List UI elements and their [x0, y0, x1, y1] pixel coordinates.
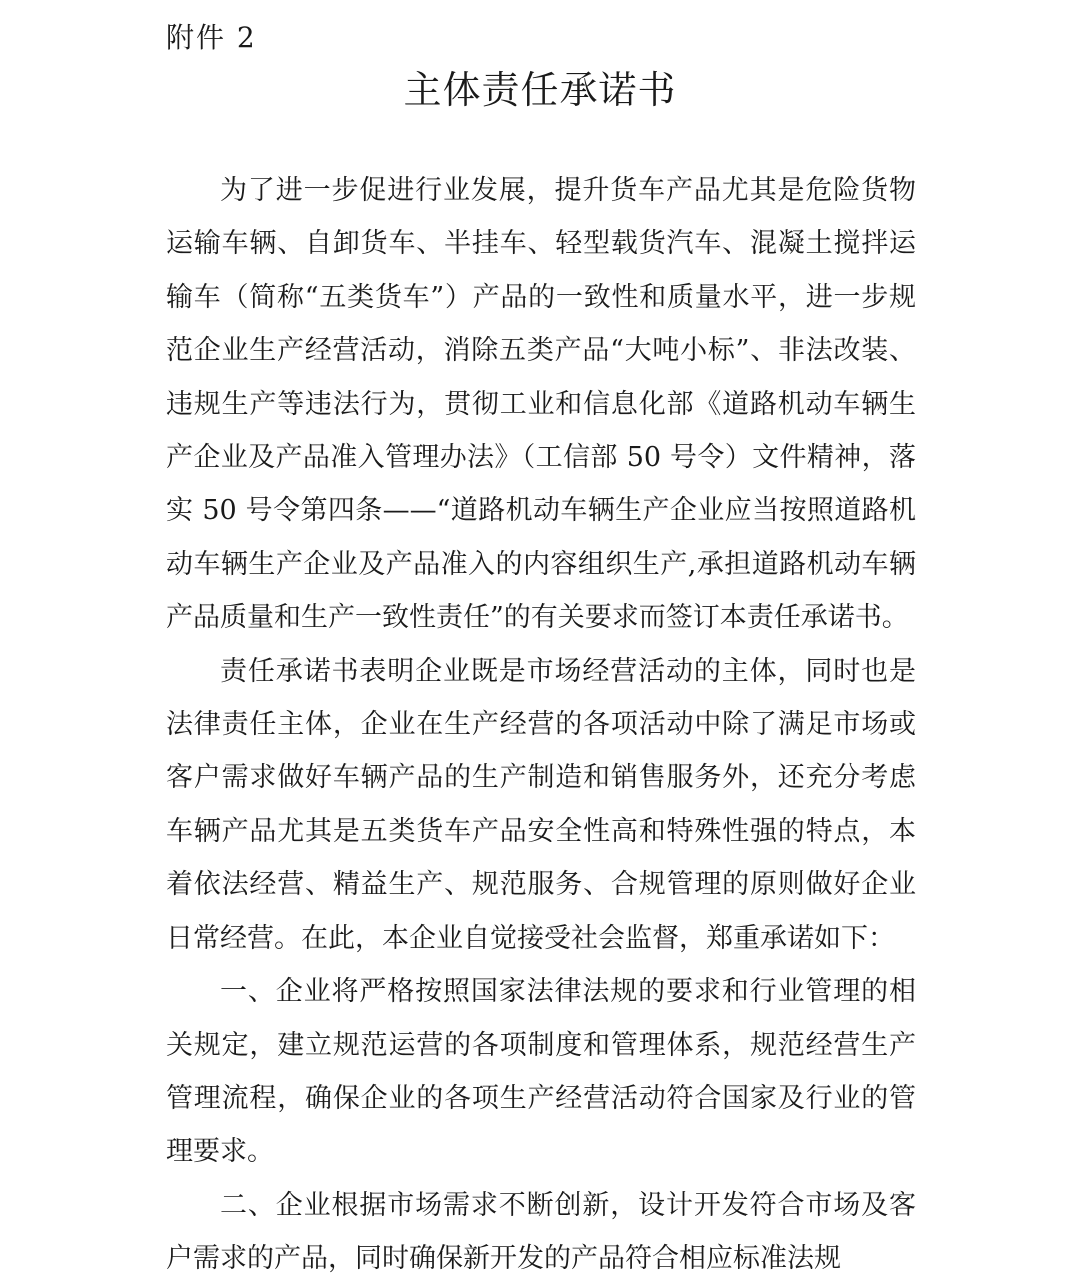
paragraph-commitment-1: 一、企业将严格按照国家法律法规的要求和行业管理的相关规定，建立规范运营的各项制度和管理体系，规范经营生产管理流程，确保企业的各项生产经营活动符合国家及行业的管理要求。: [166, 976, 916, 1168]
paragraph-commitment-2: 二、企业根据市场需求不断创新，设计开发符合市场及客户需求的产品，同时确保新开发的产品符合相应标准法规: [166, 1189, 916, 1275]
paragraph-responsibility: 责任承诺书表明企业既是市场经营活动的主体，同时也是法律责任主体，企业在生产经营的各项活动中除了满足市场或客户需求做好车辆产品的生产制造和销售服务外，还充分考虑车辆产品尤其是五类货车产品安全性高和特殊性强的特点，本着依法经营、精益生产、规范服务、合规管理的原则做好企业日常经营。在此，本企业自觉接受社会监督，郑重承诺如下：: [166, 655, 916, 954]
document-title: 主体责任承诺书: [403, 68, 677, 112]
document-body: [166, 164, 916, 1286]
paragraph-intro: 为了进一步促进行业发展，提升货车产品尤其是危险货物运输车辆、自卸货车、半挂车、轻型载货汽车、混凝土搅拌运输车（简称“五类货车”）产品的一致性和质量水平，进一步规范企业生产经营活动，消除五类产品“大吨小标”、非法改装、违规生产等违法行为，贯彻工业和信息化部《道路机动车辆生产企业及产品准入管理办法》（工信部 50 号令）文件精神，落实 50 号令第四条——“道路机动车辆生产企业应当按照道路机动车辆生产企业及产品准入的内容组织生产,承担道路机动车辆产品质量和生产一致性责任”的有关要求而签订本责任承诺书。: [166, 175, 916, 634]
attachment-label: 附件 2: [166, 21, 257, 54]
